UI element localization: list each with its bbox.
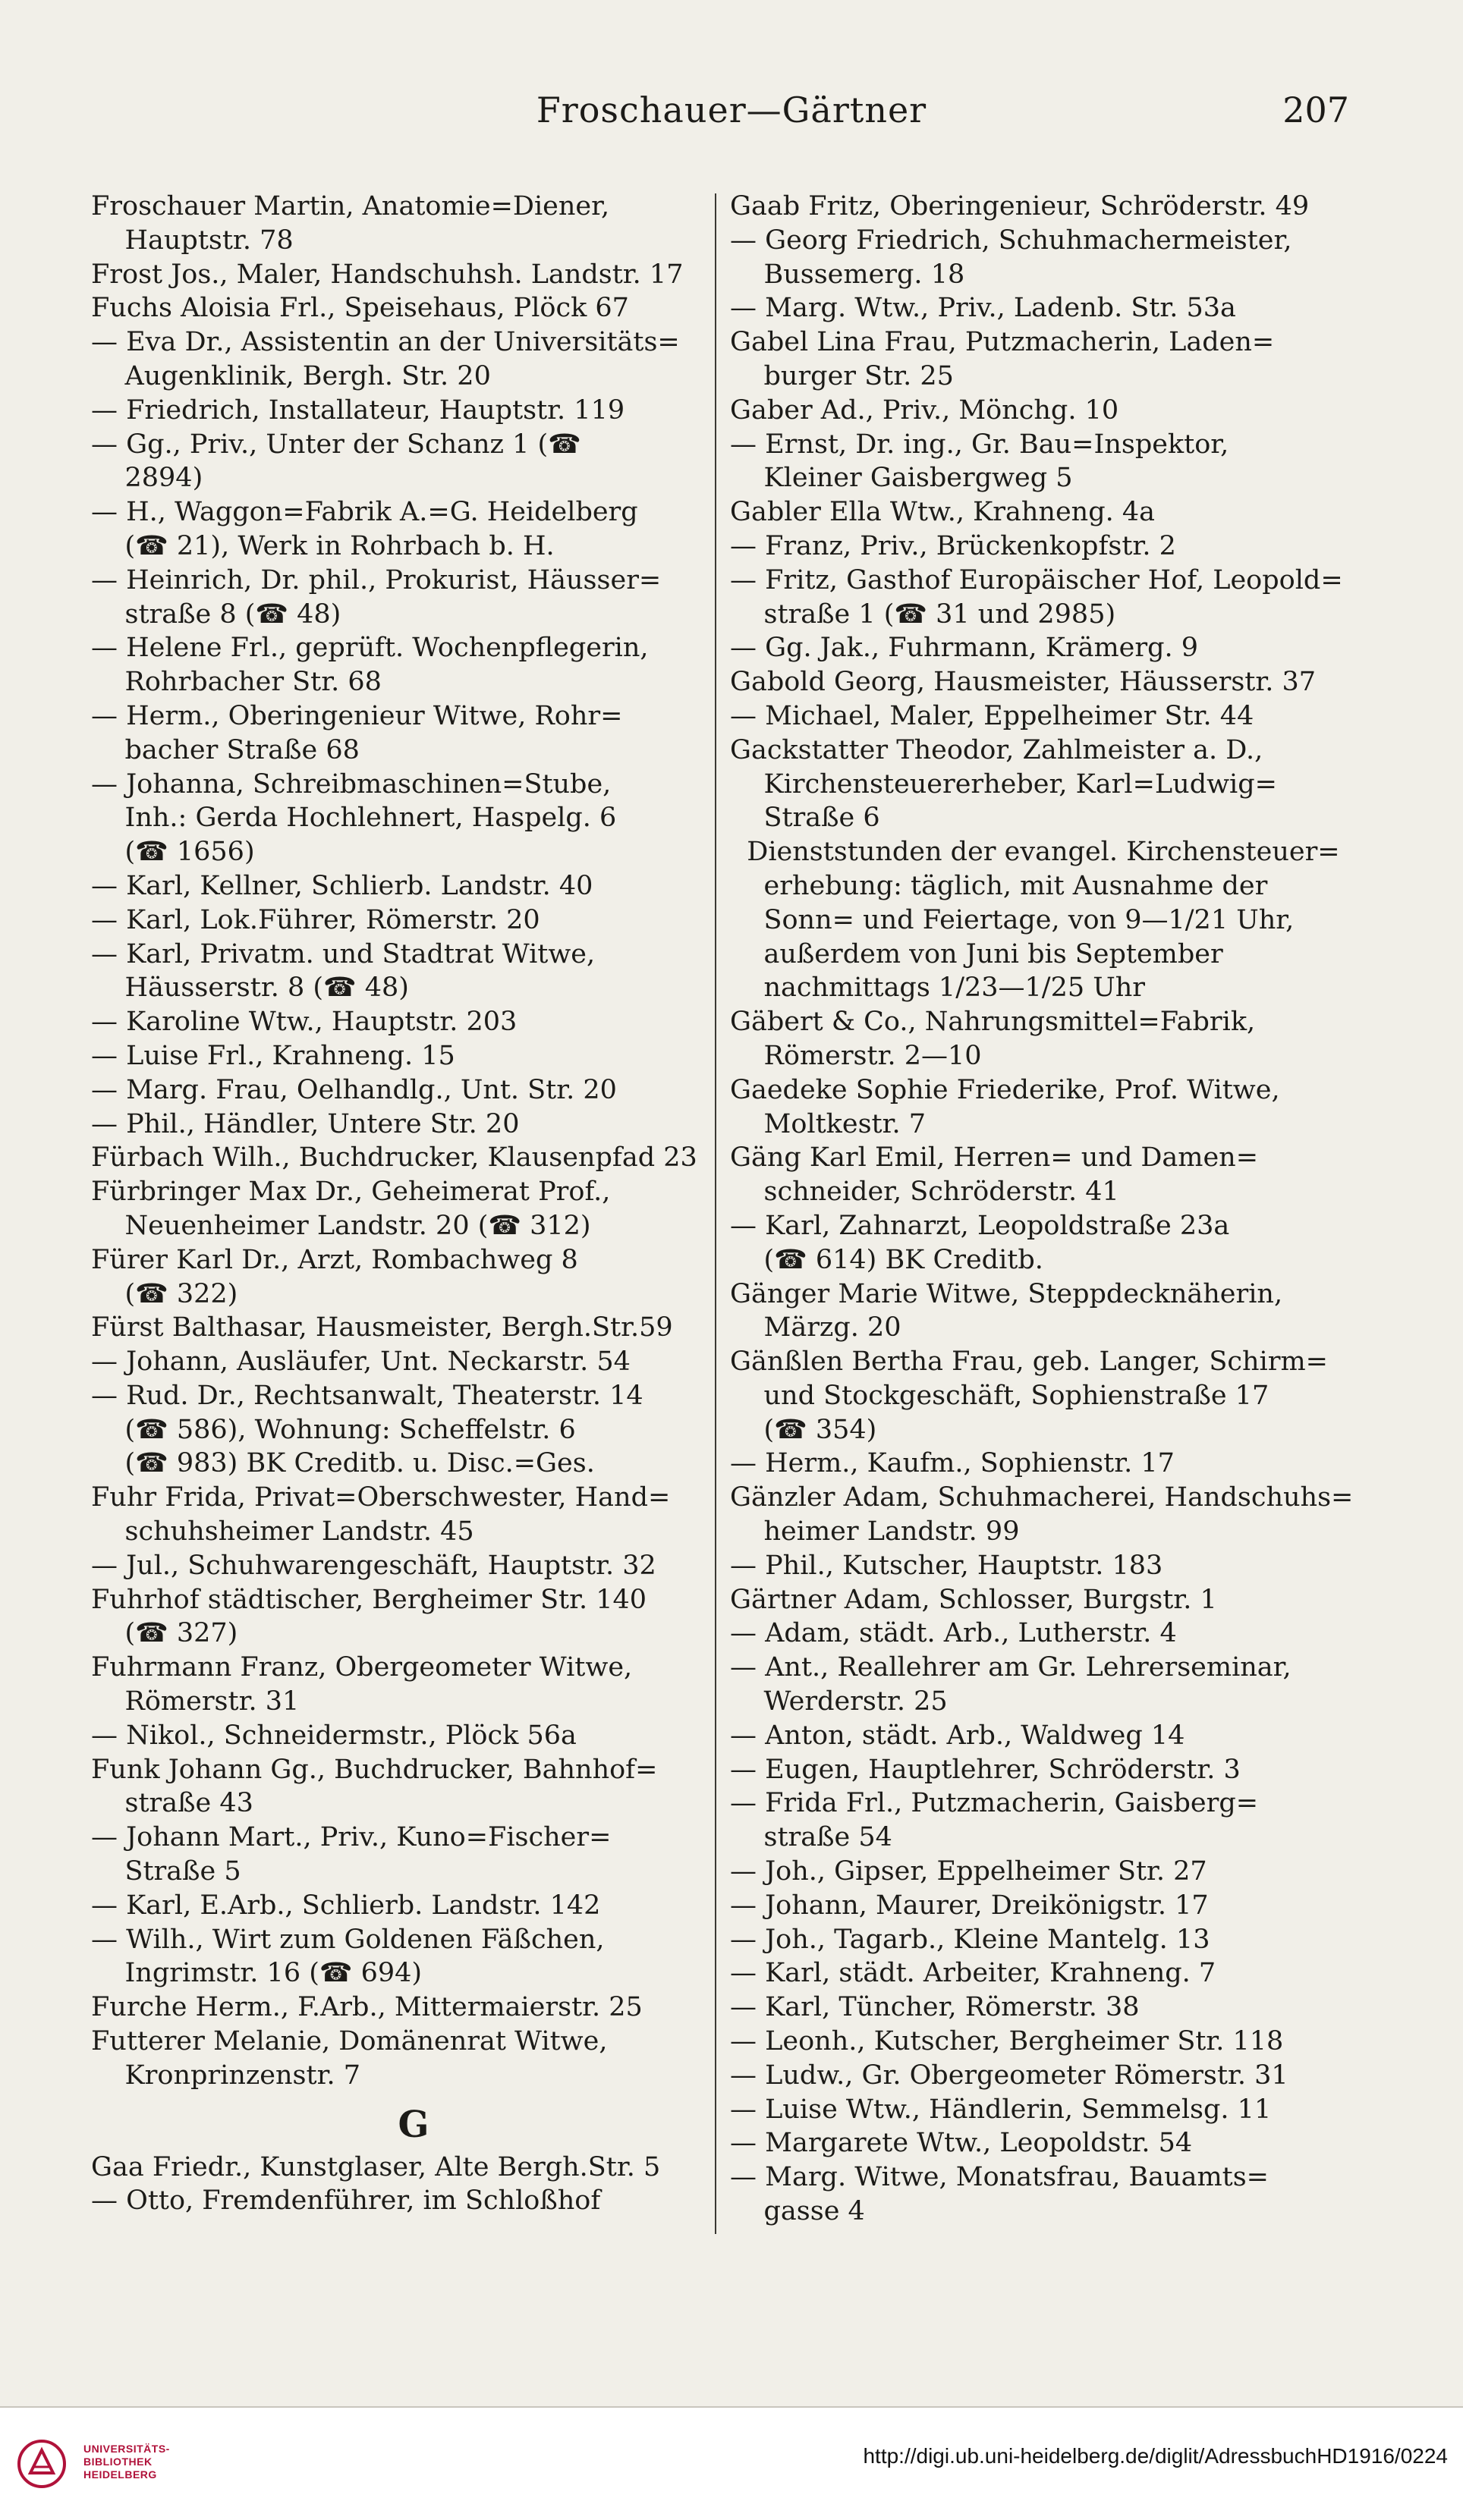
directory-entry-line: Gaedeke Sophie Friederike, Prof. Witwe, — [730, 1074, 1280, 1105]
source-url[interactable]: http://digi.ub.uni-heidelberg.de/diglit/AdressbuchHD1916/0224 — [863, 2444, 1448, 2468]
directory-entry-line: gasse 4 — [730, 2196, 865, 2227]
directory-entry-line: Frost Jos., Maler, Handschuhsh. Landstr. 17 — [91, 259, 684, 290]
directory-entry-line: Augenklinik, Bergh. Str. 20 — [91, 360, 491, 391]
directory-entry-line: — Joh., Tagarb., Kleine Mantelg. 13 — [730, 1924, 1210, 1955]
directory-entry-line: Gänger Marie Witwe, Steppdecknäherin, — [730, 1278, 1283, 1309]
directory-entry-line: Römerstr. 2—10 — [730, 1040, 982, 1071]
directory-entry-line: — Gg., Priv., Unter der Schanz 1 (☎ — [91, 429, 581, 460]
directory-entry-line: nachmittags 1/23—1/25 Uhr — [730, 972, 1146, 1004]
directory-entry-line: straße 1 (☎ 31 und 2985) — [730, 599, 1116, 630]
directory-entry-line: Funk Johann Gg., Buchdrucker, Bahnhof= — [91, 1754, 658, 1785]
directory-entry-line: — Anton, städt. Arb., Waldweg 14 — [730, 1720, 1185, 1751]
directory-entry-line: Fuchs Aloisia Frl., Speisehaus, Plöck 67 — [91, 293, 629, 324]
directory-entry-line: Kleiner Gaisbergweg 5 — [730, 463, 1073, 494]
directory-entry-line: — Luise Frl., Krahneng. 15 — [91, 1040, 455, 1071]
directory-entry-line: Gabler Ella Wtw., Krahneng. 4a — [730, 497, 1156, 528]
right-column — [730, 190, 1375, 2229]
directory-entry-line: 2894) — [91, 463, 203, 494]
directory-entry-line: — Eva Dr., Assistentin an der Universitäts= — [91, 327, 680, 358]
directory-entry-line: — Karoline Wtw., Hauptstr. 203 — [91, 1007, 518, 1038]
directory-entry-line: Gackstatter Theodor, Zahlmeister a. D., — [730, 734, 1263, 765]
directory-entry-line: Werderstr. 25 — [730, 1686, 948, 1717]
directory-entry-line: — Leonh., Kutscher, Bergheimer Str. 118 — [730, 2026, 1284, 2057]
directory-entry-line: Gänßlen Bertha Frau, geb. Langer, Schirm= — [730, 1346, 1328, 1378]
directory-entry-line: — Franz, Priv., Brückenkopfstr. 2 — [730, 530, 1176, 561]
directory-entry-line: (☎ 614) BK Creditb. — [730, 1244, 1043, 1275]
directory-entry-line: Fuhr Frida, Privat=Oberschwester, Hand= — [91, 1482, 671, 1513]
directory-entry-line: — Jul., Schuhwarengeschäft, Hauptstr. 32 — [91, 1550, 656, 1581]
directory-entry-line: — Karl, Lok.Führer, Römerstr. 20 — [91, 904, 540, 935]
directory-entry-line: — Friedrich, Installateur, Hauptstr. 119 — [91, 394, 625, 426]
directory-entry-line: Hauptstr. 78 — [91, 225, 294, 256]
directory-entry-line: Fuhrmann Franz, Obergeometer Witwe, — [91, 1652, 633, 1683]
directory-entry-line: Römerstr. 31 — [91, 1686, 300, 1717]
directory-entry-line: — Heinrich, Dr. phil., Prokurist, Häusser= — [91, 564, 662, 595]
directory-entry-line: Gäng Karl Emil, Herren= und Damen= — [730, 1142, 1259, 1174]
directory-entry-line: Bussemerg. 18 — [730, 259, 965, 290]
directory-entry-line: Straße 6 — [730, 803, 880, 834]
directory-entry-line: erhebung: täglich, mit Ausnahme der — [730, 870, 1268, 901]
directory-entry-line: schuhsheimer Landstr. 45 — [91, 1516, 474, 1548]
directory-entry-line: — Karl, Zahnarzt, Leopoldstraße 23a — [730, 1210, 1230, 1241]
directory-entry-line: — Marg. Wtw., Priv., Ladenb. Str. 53a — [730, 293, 1236, 324]
directory-entry-line: — Ant., Reallehrer am Gr. Lehrerseminar, — [730, 1652, 1292, 1683]
directory-entry-line: — Marg. Witwe, Monatsfrau, Bauamts= — [730, 2162, 1269, 2193]
directory-entry-line: — Rud. Dr., Rechtsanwalt, Theaterstr. 14 — [91, 1380, 643, 1411]
directory-entry-line: — Ludw., Gr. Obergeometer Römerstr. 31 — [730, 2060, 1288, 2091]
directory-entry-line: — Herm., Oberingenieur Witwe, Rohr= — [91, 700, 623, 731]
directory-entry-line: Fürst Balthasar, Hausmeister, Bergh.Str.59 — [91, 1312, 673, 1343]
directory-entry-line: — Karl, Kellner, Schlierb. Landstr. 40 — [91, 870, 593, 901]
directory-entry-line: Kronprinzenstr. 7 — [91, 2060, 360, 2091]
directory-entry-line: Gaa Friedr., Kunstglaser, Alte Bergh.Str. 5 — [91, 2151, 661, 2182]
directory-entry-line: schneider, Schröderstr. 41 — [730, 1177, 1119, 1208]
logo-line: UNIVERSITÄTS- — [83, 2443, 170, 2455]
directory-entry-line: Fürbringer Max Dr., Geheimerat Prof., — [91, 1177, 611, 1208]
directory-entry-line: — Karl, Privatm. und Stadtrat Witwe, — [91, 938, 596, 969]
directory-entry-line: Froschauer Martin, Anatomie=Diener, — [91, 191, 610, 222]
directory-entry-line: Dienststunden der evangel. Kirchensteuer= — [730, 837, 1340, 868]
directory-entry-line: (☎ 354) — [730, 1414, 877, 1445]
directory-entry-line: — Johann Mart., Priv., Kuno=Fischer= — [91, 1822, 612, 1853]
directory-entry-line: — H., Waggon=Fabrik A.=G. Heidelberg — [91, 497, 638, 528]
directory-entry-line: Fuhrhof städtischer, Bergheimer Str. 140 — [91, 1584, 647, 1615]
directory-entry-line: — Karl, städt. Arbeiter, Krahneng. 7 — [730, 1958, 1216, 1989]
directory-entry-line: Häusserstr. 8 (☎ 48) — [91, 972, 409, 1004]
directory-entry-line: straße 8 (☎ 48) — [91, 599, 341, 630]
directory-entry-line: außerdem von Juni bis September — [730, 938, 1223, 969]
directory-entry-line: Gäbert & Co., Nahrungsmittel=Fabrik, — [730, 1007, 1256, 1038]
directory-entry-line: — Michael, Maler, Eppelheimer Str. 44 — [730, 700, 1254, 731]
directory-entry-line: Gaber Ad., Priv., Mönchg. 10 — [730, 394, 1119, 426]
directory-entry-line: — Gg. Jak., Fuhrmann, Krämerg. 9 — [730, 633, 1199, 664]
directory-entry-line: — Karl, E.Arb., Schlierb. Landstr. 142 — [91, 1890, 601, 1921]
directory-entry-line: — Eugen, Hauptlehrer, Schröderstr. 3 — [730, 1754, 1241, 1785]
directory-entry-line: (☎ 322) — [91, 1278, 238, 1309]
library-seal-icon — [15, 2434, 68, 2494]
directory-entry-line: bacher Straße 68 — [91, 734, 360, 765]
directory-entry-line: Moltkestr. 7 — [730, 1108, 927, 1139]
left-column — [91, 190, 736, 2218]
directory-entry-line: — Margarete Wtw., Leopoldstr. 54 — [730, 2128, 1193, 2159]
directory-entry-line: Fürer Karl Dr., Arzt, Rombachweg 8 — [91, 1244, 578, 1275]
directory-entry-line: Kirchensteuererheber, Karl=Ludwig= — [730, 768, 1277, 800]
directory-entry-line: — Marg. Frau, Oelhandlg., Unt. Str. 20 — [91, 1074, 617, 1105]
directory-entry-line: Gabel Lina Frau, Putzmacherin, Laden= — [730, 327, 1275, 358]
directory-entry-line: — Ernst, Dr. ing., Gr. Bau=Inspektor, — [730, 429, 1229, 460]
logo-line: HEIDELBERG — [83, 2468, 157, 2481]
directory-entry-line: — Luise Wtw., Händlerin, Semmelsg. 11 — [730, 2094, 1272, 2125]
directory-entry-line: — Nikol., Schneidermstr., Plöck 56a — [91, 1720, 577, 1751]
directory-entry-line: Sonn= und Feiertage, von 9—1/21 Uhr, — [730, 904, 1295, 935]
directory-entry-line: — Phil., Händler, Untere Str. 20 — [91, 1108, 520, 1139]
directory-entry-line: Gärtner Adam, Schlosser, Burgstr. 1 — [730, 1584, 1217, 1615]
directory-entry-line: Gänzler Adam, Schuhmacherei, Handschuhs= — [730, 1482, 1354, 1513]
directory-entry-line: — Georg Friedrich, Schuhmachermeister, — [730, 225, 1292, 256]
directory-entry-line: straße 54 — [730, 1822, 892, 1853]
directory-entry-line: (☎ 983) BK Creditb. u. Disc.=Ges. — [91, 1448, 595, 1479]
page-header — [0, 90, 1463, 143]
directory-entry-line: — Johann, Maurer, Dreikönigstr. 17 — [730, 1890, 1209, 1921]
library-logo-text — [83, 2443, 170, 2481]
directory-entry-line: Futterer Melanie, Domänenrat Witwe, — [91, 2026, 608, 2057]
directory-entry-line: Ingrimstr. 16 (☎ 694) — [91, 1958, 423, 1989]
directory-entry-line: — Johann, Ausläufer, Unt. Neckarstr. 54 — [91, 1346, 631, 1378]
directory-entry-line: und Stockgeschäft, Sophienstraße 17 — [730, 1380, 1270, 1411]
directory-entry-line: (☎ 327) — [91, 1618, 238, 1649]
directory-entry-line: Rohrbacher Str. 68 — [91, 667, 382, 698]
directory-entry-line: Straße 5 — [91, 1856, 241, 1887]
page-number: 207 — [1282, 90, 1349, 130]
directory-entry-line: — Wilh., Wirt zum Goldenen Fäßchen, — [91, 1924, 605, 1955]
footer — [0, 2408, 1463, 2520]
logo-line: BIBLIOTHEK — [83, 2456, 153, 2468]
directory-entry-line: heimer Landstr. 99 — [730, 1516, 1020, 1548]
directory-entry-line: — Otto, Fremdenführer, im Schloßhof — [91, 2185, 601, 2217]
directory-entry-line: — Phil., Kutscher, Hauptstr. 183 — [730, 1550, 1163, 1581]
directory-entry-line: Gabold Georg, Hausmeister, Häusserstr. 37 — [730, 667, 1317, 698]
section-letter: G — [398, 2103, 429, 2146]
directory-entry-line: — Joh., Gipser, Eppelheimer Str. 27 — [730, 1856, 1207, 1887]
directory-entry-line: Märzg. 20 — [730, 1312, 901, 1343]
directory-entry-line: Gaab Fritz, Oberingenieur, Schröderstr. 49 — [730, 191, 1310, 222]
directory-entry-line: — Helene Frl., geprüft. Wochenpflegerin, — [91, 633, 649, 664]
directory-entry-line: — Herm., Kaufm., Sophienstr. 17 — [730, 1448, 1175, 1479]
directory-entry-line: straße 43 — [91, 1788, 253, 1819]
directory-entry-line: — Fritz, Gasthof Europäischer Hof, Leopold= — [730, 564, 1343, 595]
directory-entry-line: — Johanna, Schreibmaschinen=Stube, — [91, 768, 612, 800]
directory-entry-line: Neuenheimer Landstr. 20 (☎ 312) — [91, 1210, 591, 1241]
page-title: Froschauer—Gärtner — [536, 90, 927, 130]
directory-entry-line: (☎ 1656) — [91, 837, 255, 868]
column-divider — [715, 193, 716, 2234]
directory-entry-line: Furche Herm., F.Arb., Mittermaierstr. 25 — [91, 1992, 643, 2023]
directory-entry-line: Fürbach Wilh., Buchdrucker, Klausenpfad 23 — [91, 1142, 697, 1174]
directory-entry-line: Inh.: Gerda Hochlehnert, Haspelg. 6 — [91, 803, 617, 834]
directory-entry-line: — Karl, Tüncher, Römerstr. 38 — [730, 1992, 1140, 2023]
directory-entry-line: — Adam, städt. Arb., Lutherstr. 4 — [730, 1618, 1177, 1649]
directory-entry-line: (☎ 586), Wohnung: Scheffelstr. 6 — [91, 1414, 576, 1445]
directory-entry-line: burger Str. 25 — [730, 360, 954, 391]
directory-entry-line: — Frida Frl., Putzmacherin, Gaisberg= — [730, 1788, 1259, 1819]
directory-entry-line: (☎ 21), Werk in Rohrbach b. H. — [91, 530, 555, 561]
